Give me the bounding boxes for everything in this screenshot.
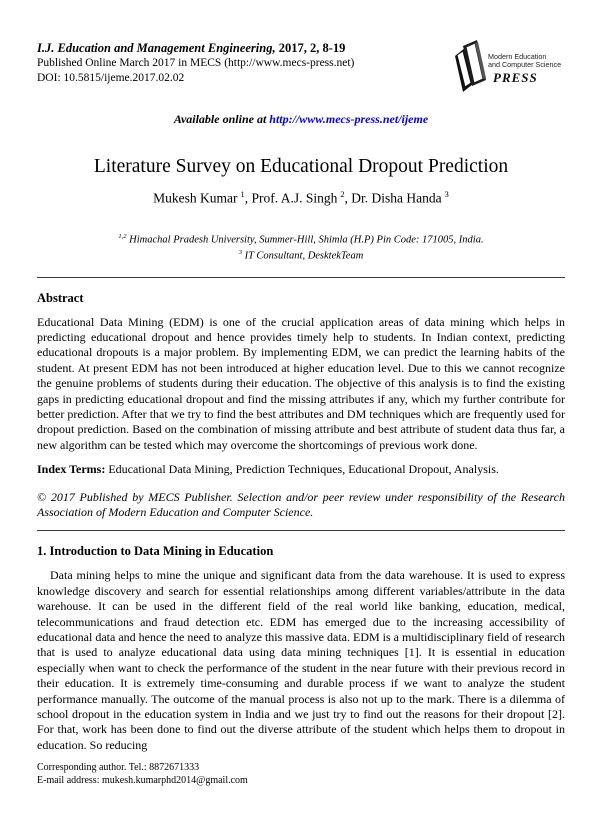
index-terms-line [37, 462, 565, 477]
abstract-heading: Abstract [37, 290, 84, 305]
author-3-superscript: 3 [444, 190, 449, 199]
available-online-prefix: Available online at [173, 112, 270, 126]
author-1-superscript: 1 [240, 190, 245, 199]
section-1-heading: 1. Introduction to Data Mining in Education [37, 544, 274, 559]
journal-issue-info: 2017, 2, 8-19 [275, 41, 346, 55]
section-1-body: Data mining helps to mine the unique and significant data from the data warehouse. It is used to express knowledge discovery and search for essential relationships among different variables/attribute in the data warehouse. It can be used in the different field of the real world like banking, education, medical, telecommunications and fraud detection etc. EDM has emerged due to the increasing accessibility of educational data and hence the need to analyze this massive data. EDM is a multidisciplinary field of research that is used to analyze educational data using data mining techniques [1]. It is essential in education especially when want to check the performance of the student in the near future with their previous record in their education. It is extremely time-consuming and durable process if we want to analyze the student performance manually. The outcome of the manual process is also not up to the mark. There is a dilemma of school dropout in the education system in India and we just try to find out the reasons for their dropout [2]. For that, work has been done to find out the diverse attribute of the student which helps them to dropout in education. So reducing [37, 568, 565, 752]
journal-url-link[interactable]: http://www.mecs-press.net/ijeme [269, 112, 429, 126]
journal-name: I.J. Education and Management Engineering, [37, 41, 276, 55]
published-online-line: Published Online March 2017 in MECS (http://www.mecs-press.net) [37, 57, 355, 69]
corresponding-author-tel: Corresponding author. Tel.: 8872671333 [37, 762, 200, 774]
index-terms-label: Index Terms: [37, 462, 106, 477]
section-divider [37, 530, 565, 531]
affiliation-2-text: IT Consultant, DesktekTeam [241, 250, 364, 262]
affiliation-1-text: Himachal Pradesh University, Summer-Hill, Shimla (H.P) Pin Code: 171005, India. [126, 234, 484, 245]
abstract-body: Educational Data Mining (EDM) is one of the crucial application areas of data mining which helps in predicting educational dropout and hence provides timely help to students. In Indian context, predicting educational dropouts is a major problem. By implementing EDM, we can predict the learning habits of the student. At present EDM has not been introduced at higher education level. Due to this we cannot recognize the genuine problems of students during their education. The objective of this analysis is to find the existing gaps in predicting educational dropout and find the missing attributes if any, which my further contribute for better prediction. After that we try to find the best attributes and DM techniques which are frequently used for dropout prediction. Based on the combination of missing attribute and best attribute of student data thus far, a new algorithm can be tested which may overcome the shortcomings of previous work done. [37, 314, 565, 452]
logo-text-line1: Modern Education [488, 52, 547, 61]
author-separator: , [344, 190, 352, 206]
available-online-line [37, 112, 565, 126]
affiliation-1 [37, 230, 565, 247]
affiliations-block [37, 230, 565, 263]
logo-text-line2: and Computer Science [488, 60, 562, 69]
doi-line: DOI: 10.5815/ijeme.2017.02.02 [37, 72, 185, 84]
header-divider [37, 277, 565, 278]
author-3: Dr. Disha Handa [351, 190, 442, 206]
mecs-press-logo [447, 34, 563, 94]
author-2-superscript: 2 [340, 190, 345, 199]
author-separator: , [244, 190, 252, 206]
journal-header [37, 40, 565, 86]
affiliation-2-superscript: 3 [238, 249, 242, 256]
paper-title: Literature Survey on Educational Dropout Prediction [93, 156, 509, 177]
book-logo-icon [447, 34, 563, 94]
corresponding-author-footnote [37, 762, 565, 787]
author-2: Prof. A.J. Singh [251, 190, 338, 206]
index-terms-text: Educational Data Mining, Prediction Techniques, Educational Dropout, Analysis. [105, 462, 499, 477]
author-1: Mukesh Kumar [153, 190, 238, 206]
affiliation-2 [37, 246, 565, 263]
logo-press-label: PRESS [493, 70, 538, 85]
authors-line [37, 186, 565, 208]
affiliation-1-superscript: 1,2 [118, 232, 127, 240]
copyright-notice: © 2017 Published by MECS Publisher. Selection and/or peer review under responsibility of the Research Association of Modern Education and Computer Science. [37, 489, 565, 519]
corresponding-author-email: E-mail address: mukesh.kumarphd2014@gmail.com [37, 774, 248, 786]
